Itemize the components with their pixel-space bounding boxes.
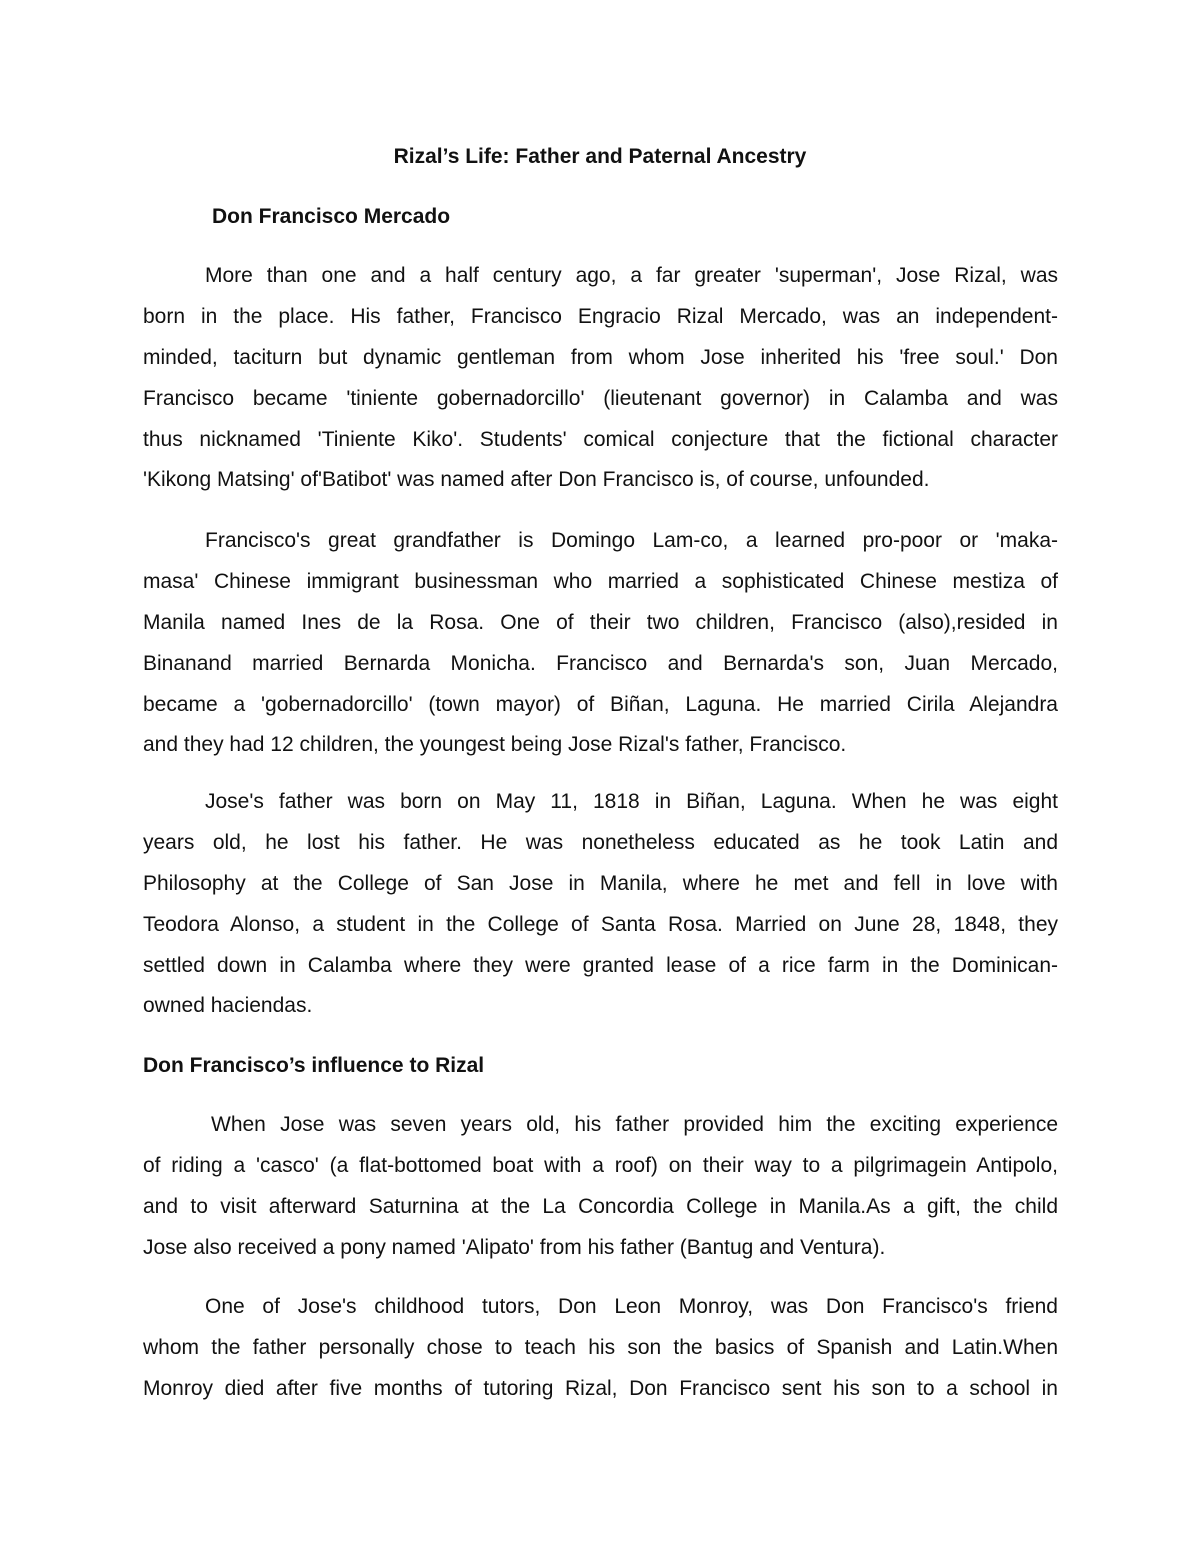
paragraph-line: and they had 12 children, the youngest being Jose Rizal's father, Francisco. (143, 733, 847, 757)
paragraph-line: minded, taciturn but dynamic gentleman from whom Jose inherited his 'free soul.' Don (143, 345, 1058, 369)
paragraph-line: settled down in Calamba where they were granted lease of a rice farm in the Dominican- (143, 953, 1058, 977)
paragraph-line: One of Jose's childhood tutors, Don Leon Monroy, was Don Francisco's friend (205, 1295, 1058, 1318)
paragraph (143, 1287, 1058, 1410)
section-heading-influence-to-rizal: Don Francisco’s influence to Rizal (143, 1054, 485, 1077)
paragraph-line: owned haciendas. (143, 994, 313, 1018)
paragraph-line: Manila named Ines de la Rosa. One of their two children, Francisco (also),resided in (143, 610, 1058, 634)
paragraph-line: Monroy died after five months of tutoring Rizal, Don Francisco sent his son to a school in (143, 1376, 1058, 1400)
paragraph (143, 1105, 1058, 1269)
paragraph-line: Francisco became 'tiniente gobernadorcillo' (lieutenant governor) in Calamba and was (143, 386, 1058, 410)
paragraph-line: born in the place. His father, Francisco Engracio Rizal Mercado, was an independent- (143, 304, 1058, 328)
paragraph-line: Jose also received a pony named 'Alipato' from his father (Bantug and Ventura). (143, 1235, 886, 1259)
paragraph-line: years old, he lost his father. He was nonetheless educated as he took Latin and (143, 830, 1058, 854)
paragraph-line: Francisco's great grandfather is Domingo Lam-co, a learned pro-poor or 'maka- (205, 529, 1058, 552)
paragraph-line: of riding a 'casco' (a flat-bottomed boat with a roof) on their way to a pilgrimagein Antipolo, (143, 1153, 1058, 1177)
paragraph (143, 521, 1058, 766)
paragraph-line: Binanand married Bernarda Monicha. Francisco and Bernarda's son, Juan Mercado, (143, 651, 1058, 675)
document-title: Rizal’s Life: Father and Paternal Ancestry (393, 145, 807, 168)
paragraph (143, 782, 1058, 1027)
paragraph-line: and to visit afterward Saturnina at the La Concordia College in Manila.As a gift, the child (143, 1194, 1058, 1218)
section-heading-don-francisco-mercado: Don Francisco Mercado (212, 205, 451, 228)
paragraph-line: masa' Chinese immigrant businessman who married a sophisticated Chinese mestiza of (143, 569, 1058, 593)
paragraph-line: whom the father personally chose to teach his son the basics of Spanish and Latin.When (143, 1335, 1058, 1359)
paragraph-line: When Jose was seven years old, his father provided him the exciting experience (211, 1113, 1058, 1136)
paragraph-line: thus nicknamed 'Tiniente Kiko'. Students' comical conjecture that the fictional character (143, 427, 1058, 451)
paragraph-line: Teodora Alonso, a student in the College of Santa Rosa. Married on June 28, 1848, they (143, 912, 1058, 936)
paragraph-line: became a 'gobernadorcillo' (town mayor) of Biñan, Laguna. He married Cirila Alejandra (143, 692, 1058, 716)
paragraph-line: 'Kikong Matsing' of'Batibot' was named after Don Francisco is, of course, unfounded. (143, 468, 930, 492)
paragraph (143, 256, 1058, 501)
paragraph-line: Philosophy at the College of San Jose in Manila, where he met and fell in love with (143, 871, 1058, 895)
paragraph-line: More than one and a half century ago, a far greater 'superman', Jose Rizal, was (205, 264, 1058, 287)
paragraph-line: Jose's father was born on May 11, 1818 in Biñan, Laguna. When he was eight (205, 790, 1058, 813)
